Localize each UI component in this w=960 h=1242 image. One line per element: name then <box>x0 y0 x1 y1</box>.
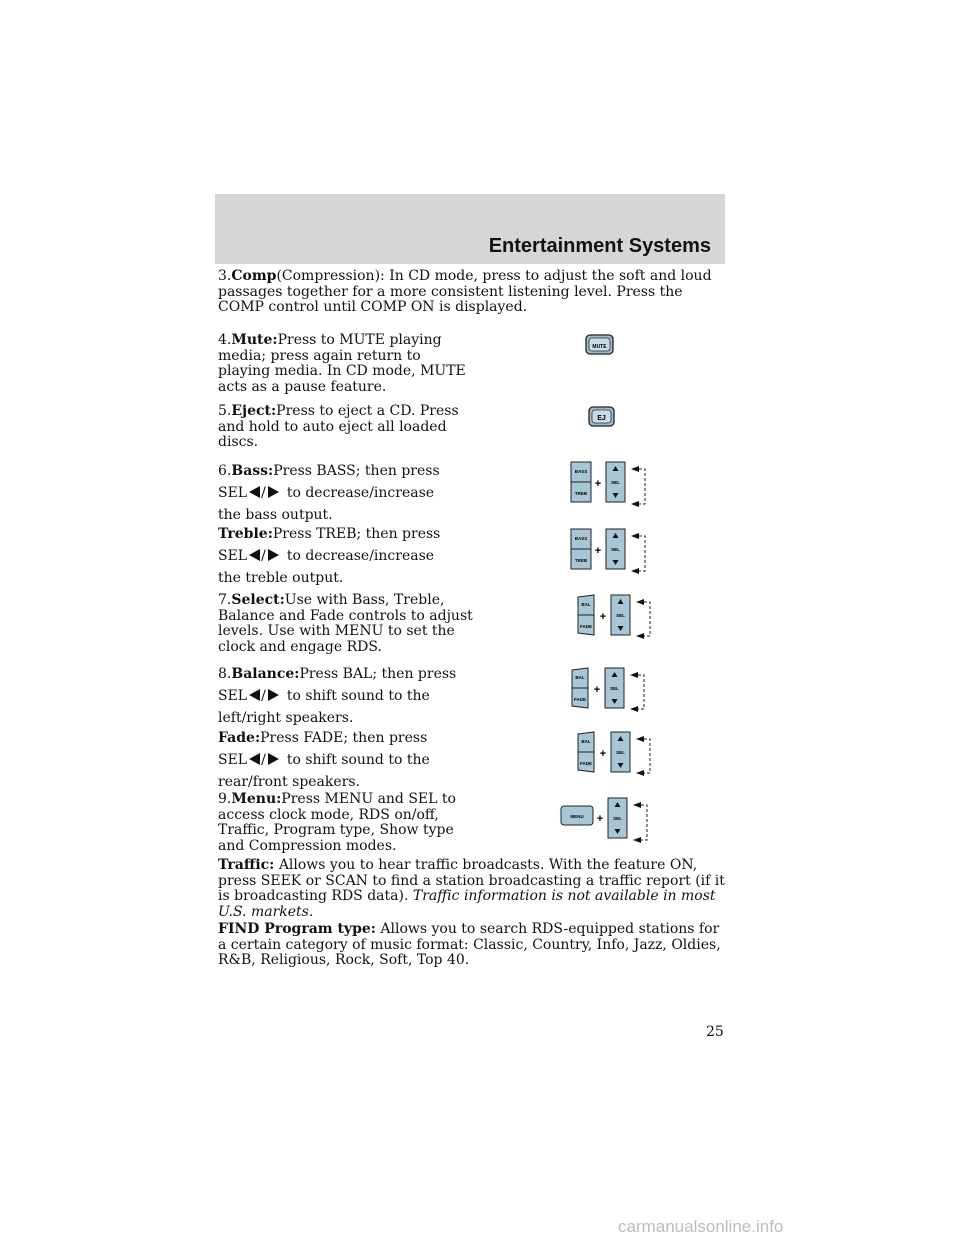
eject-label: Eject: <box>231 403 277 419</box>
slash: / <box>261 688 266 704</box>
balance-paragraph <box>218 663 478 729</box>
menu-figure-label: MENU <box>570 814 584 819</box>
traffic-note: Traffic information is not available in most U.S. markets. <box>218 888 716 920</box>
balance-sel-control-icon <box>568 666 648 714</box>
left-arrow-icon <box>249 689 260 701</box>
fade-paragraph <box>218 727 478 793</box>
fade-figure-label: FADE <box>579 761 593 766</box>
plus-sign: + <box>594 545 602 557</box>
right-arrow-icon <box>268 753 279 765</box>
right-arrow-icon <box>268 689 279 701</box>
treble-paragraph <box>218 523 478 589</box>
fade-figure-label: FADE <box>573 697 587 702</box>
fade-figure-label: FADE <box>579 624 593 629</box>
right-arrow-icon <box>268 486 279 498</box>
item-number: 4. <box>218 332 232 348</box>
sel-figure-label: SEL <box>611 480 620 485</box>
bass-sel-control-icon <box>568 460 653 508</box>
select-bal-fade-control-icon <box>574 593 654 641</box>
find-program-type-paragraph <box>218 922 728 969</box>
comp-paragraph <box>218 269 718 316</box>
sel-figure-label: SEL <box>610 686 619 691</box>
footer-watermark: carmanualsonline.info <box>618 1217 784 1236</box>
sel-word: SEL <box>218 752 248 768</box>
sel-word: SEL <box>218 485 248 501</box>
eject-button-icon <box>588 406 616 428</box>
item-number: 7. <box>218 592 232 608</box>
eject-paragraph <box>218 404 473 451</box>
fade-text: Press FADE; then press <box>260 730 428 746</box>
balance-text: to shift sound to the <box>286 688 430 704</box>
bass-figure-label: BASS <box>574 536 588 541</box>
treble-sel-control-icon <box>568 527 653 575</box>
left-arrow-icon <box>249 753 260 765</box>
bass-paragraph <box>218 460 478 526</box>
traffic-text: Allows you to hear traffic broadcasts. With the feature ON, press SEEK or SCAN to find a station broadcasting a traffic report (if it is broadcasting RDS data). <box>218 857 725 904</box>
bass-text: Press BASS; then press <box>273 463 440 479</box>
find-text: Allows you to search RDS-equipped stations for a certain category of music format: Classic, Country, Info, Jazz, Oldies, R&B, Religious, Rock, Soft, Top 40. <box>218 921 721 968</box>
select-label: Select: <box>231 592 285 608</box>
balance-text: left/right speakers. <box>218 710 354 726</box>
plus-sign: + <box>593 684 601 696</box>
plus-sign: + <box>599 748 607 760</box>
fade-sel-control-icon <box>574 730 654 778</box>
menu-sel-control-icon <box>558 796 653 844</box>
section-header <box>215 194 725 264</box>
comp-label: Comp <box>231 268 277 284</box>
bass-text: to decrease/increase <box>286 485 435 501</box>
menu-text: Press MENU and SEL to access clock mode, RDS on/off, Traffic, Program type, Show type and Compression modes. <box>218 791 456 854</box>
slash: / <box>261 548 266 564</box>
slash: / <box>261 485 266 501</box>
bal-figure-label: BAL <box>575 675 585 680</box>
traffic-label: Traffic: <box>218 857 275 873</box>
sel-figure-label: SEL <box>613 816 622 821</box>
mute-label: Mute: <box>231 332 278 348</box>
plus-sign: + <box>599 611 607 623</box>
fade-text: rear/front speakers. <box>218 774 361 790</box>
eject-figure-label: EJ <box>597 415 606 422</box>
comp-text: (Compression): In CD mode, press to adjust the soft and loud passages together for a more consistent listening level. Press the COMP control until COMP ON is displayed. <box>218 268 712 315</box>
mute-paragraph <box>218 333 473 395</box>
balance-label: Balance: <box>231 666 300 682</box>
bass-text: the bass output. <box>218 507 333 523</box>
sel-word: SEL <box>218 688 248 704</box>
treble-label: Treble: <box>218 526 273 542</box>
fade-text: to shift sound to the <box>286 752 430 768</box>
select-paragraph <box>218 593 473 655</box>
item-number: 3. <box>218 268 232 284</box>
sel-word: SEL <box>218 548 248 564</box>
mute-button-icon <box>585 334 615 356</box>
sel-figure-label: SEL <box>616 750 625 755</box>
traffic-paragraph <box>218 858 728 920</box>
item-number: 5. <box>218 403 232 419</box>
menu-label: Menu: <box>231 791 282 807</box>
eject-text: Press to eject a CD. Press and hold to auto eject all loaded discs. <box>218 403 459 450</box>
page-number: 25 <box>706 1024 724 1040</box>
item-number: 8. <box>218 666 232 682</box>
plus-sign: + <box>594 478 602 490</box>
section-title: Entertainment Systems <box>488 235 711 257</box>
mute-text: Press to MUTE playing media; press again return to playing media. In CD mode, MUTE acts as a pause feature. <box>218 332 466 395</box>
left-arrow-icon <box>249 549 260 561</box>
slash: / <box>261 752 266 768</box>
bass-label: Bass: <box>231 463 274 479</box>
treb-figure-label: TREB <box>574 491 588 496</box>
select-text: Use with Bass, Treble, Balance and Fade controls to adjust levels. Use with MENU to set the clock and engage RDS. <box>218 592 473 655</box>
sel-figure-label: SEL <box>611 547 620 552</box>
find-label: FIND Program type: <box>218 921 376 937</box>
fade-label: Fade: <box>218 730 261 746</box>
treb-figure-label: TREB <box>574 558 588 563</box>
treble-text: to decrease/increase <box>286 548 435 564</box>
treble-text: Press TREB; then press <box>272 526 441 542</box>
item-number: 6. <box>218 463 232 479</box>
treble-text: the treble output. <box>218 570 344 586</box>
bal-figure-label: BAL <box>581 739 591 744</box>
left-arrow-icon <box>249 486 260 498</box>
sel-figure-label: SEL <box>616 613 625 618</box>
bal-figure-label: BAL <box>581 602 591 607</box>
bass-figure-label: BASS <box>574 469 588 474</box>
item-number: 9. <box>218 791 232 807</box>
menu-paragraph <box>218 792 473 854</box>
balance-text: Press BAL; then press <box>299 666 457 682</box>
mute-figure-label: MUTE <box>592 344 607 350</box>
right-arrow-icon <box>268 549 279 561</box>
plus-sign: + <box>596 813 604 825</box>
